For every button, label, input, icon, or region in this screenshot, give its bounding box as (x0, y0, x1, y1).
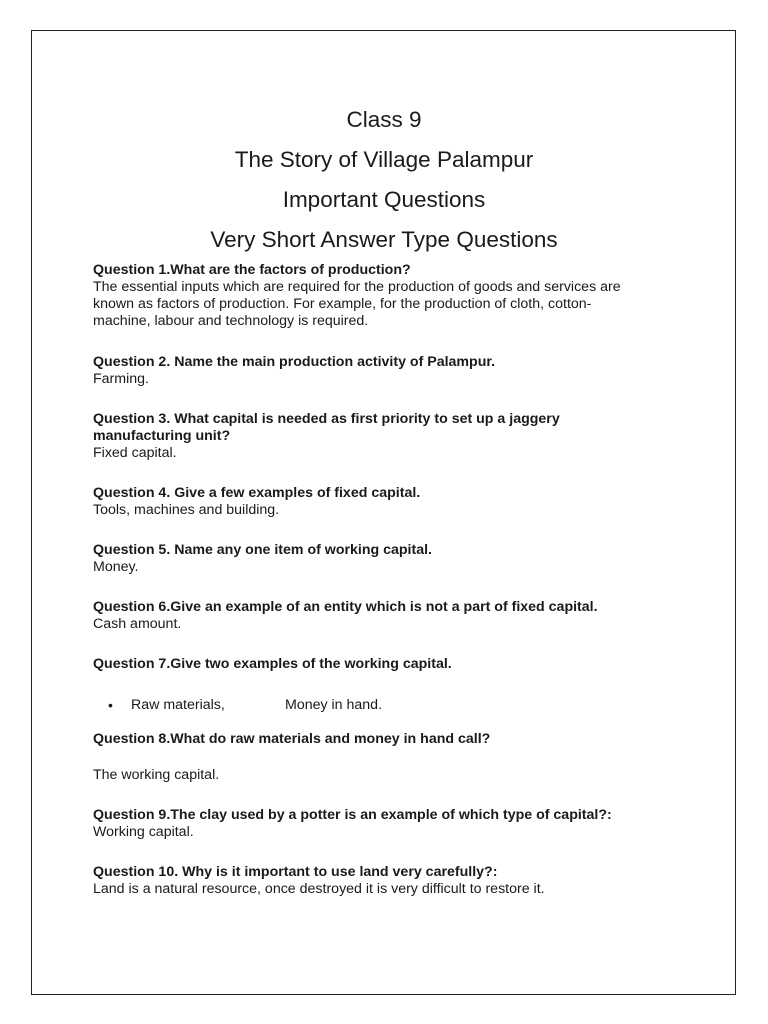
question-text-line: manufacturing unit? (93, 428, 231, 444)
bullet-icon: • (108, 697, 113, 713)
answer-text: Farming. (93, 371, 149, 387)
answer-text: Money. (93, 559, 139, 575)
class-heading: Class 9 (346, 107, 422, 132)
question-text: Question 2. Name the main production activity of Palampur. (93, 354, 496, 370)
question-item-6 (93, 599, 693, 633)
question-text: Question 1.What are the factors of production? (93, 262, 411, 278)
question-item-7 (93, 656, 693, 673)
bullet-list (108, 697, 693, 714)
question-text: Question 4. Give a few examples of fixed capital. (93, 485, 421, 501)
answer-text-line: known as factors of production. For example, for the production of cloth, cotton- (93, 296, 592, 312)
question-text: Question 6.Give an example of an entity which is not a part of fixed capital. (93, 599, 598, 615)
answer-text: Fixed capital. (93, 445, 177, 461)
question-type-heading: Very Short Answer Type Questions (210, 227, 558, 252)
answer-text: The working capital. (93, 767, 220, 783)
bullet-item: Money in hand. (285, 697, 383, 713)
question-item-8 (93, 731, 693, 748)
question-item-1 (93, 262, 693, 330)
question-text-line: Question 3. What capital is needed as first priority to set up a jaggery (93, 411, 560, 427)
section-heading: Important Questions (282, 187, 486, 212)
question-text: Question 8.What do raw materials and money in hand call? (93, 731, 491, 747)
question-text: Question 9.The clay used by a potter is an example of which type of capital?: (93, 807, 612, 823)
question-text: Question 7.Give two examples of the working capital. (93, 656, 452, 672)
answer-text: Land is a natural resource, once destroyed it is very difficult to restore it. (93, 881, 545, 897)
answer-text: Working capital. (93, 824, 194, 840)
document-headings (0, 100, 768, 260)
question-text: Question 5. Name any one item of working capital. (93, 542, 432, 558)
question-item-9 (93, 807, 693, 841)
answer-block (93, 767, 693, 784)
question-item-2 (93, 354, 693, 388)
answer-text-line: machine, labour and technology is required. (93, 313, 369, 329)
answer-text: Cash amount. (93, 616, 182, 632)
question-list (93, 262, 693, 898)
bullet-item: Raw materials, (131, 697, 225, 713)
question-text: Question 10. Why is it important to use land very carefully?: (93, 864, 498, 880)
chapter-heading: The Story of Village Palampur (234, 147, 534, 172)
question-item-3 (93, 411, 693, 462)
answer-text-line: The essential inputs which are required for the production of goods and services are (93, 279, 621, 295)
question-item-10 (93, 864, 693, 898)
question-item-4 (93, 485, 693, 519)
question-item-5 (93, 542, 693, 576)
answer-text: Tools, machines and building. (93, 502, 280, 518)
